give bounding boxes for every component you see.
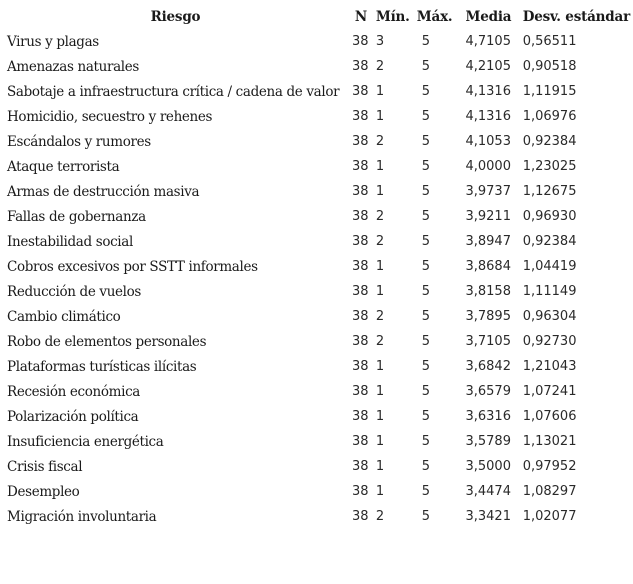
table-row [2, 229, 633, 254]
cell-min: 1 [375, 159, 385, 174]
cell-n: 38 [351, 509, 369, 524]
table-row [2, 254, 633, 279]
cell-max: 5 [421, 259, 431, 274]
risk-statistics-table [2, 4, 633, 529]
cell-n: 38 [351, 209, 369, 224]
cell-n: 38 [351, 384, 369, 399]
cell-riesgo: Crisis fiscal [7, 458, 83, 475]
cell-min: 1 [375, 434, 385, 449]
cell-n: 38 [351, 259, 369, 274]
cell-media: 4,7105 [465, 34, 511, 49]
cell-max: 5 [421, 59, 431, 74]
cell-desv: 0,90518 [522, 59, 577, 74]
cell-desv: 1,13021 [522, 434, 577, 449]
cell-desv: 0,56511 [522, 34, 577, 49]
cell-media: 3,8947 [465, 234, 511, 249]
cell-min: 1 [375, 259, 385, 274]
cell-n: 38 [351, 284, 369, 299]
cell-min: 1 [375, 484, 385, 499]
cell-desv: 1,08297 [522, 484, 577, 499]
cell-riesgo: Fallas de gobernanza [7, 208, 146, 225]
table-row [2, 204, 633, 229]
cell-media: 4,1316 [465, 109, 511, 124]
cell-riesgo: Cambio climático [7, 308, 121, 325]
header-min: Mín. [375, 8, 410, 25]
cell-max: 5 [421, 509, 431, 524]
cell-n: 38 [351, 309, 369, 324]
cell-media: 4,2105 [465, 59, 511, 74]
cell-desv: 1,02077 [522, 509, 577, 524]
cell-max: 5 [421, 309, 431, 324]
table-row [2, 279, 633, 304]
cell-max: 5 [421, 159, 431, 174]
cell-desv: 0,92730 [522, 334, 577, 349]
cell-desv: 1,23025 [522, 159, 577, 174]
cell-n: 38 [351, 234, 369, 249]
cell-n: 38 [351, 409, 369, 424]
table-row [2, 404, 633, 429]
table-row [2, 479, 633, 504]
cell-media: 3,7105 [465, 334, 511, 349]
cell-min: 2 [375, 134, 385, 149]
header-max: Máx. [416, 8, 453, 25]
cell-riesgo: Virus y plagas [7, 33, 99, 50]
cell-media: 4,1316 [465, 84, 511, 99]
cell-min: 1 [375, 184, 385, 199]
cell-max: 5 [421, 184, 431, 199]
cell-n: 38 [351, 459, 369, 474]
table-header [2, 4, 633, 29]
cell-media: 3,4474 [465, 484, 511, 499]
cell-max: 5 [421, 384, 431, 399]
table-row [2, 354, 633, 379]
cell-n: 38 [351, 334, 369, 349]
cell-n: 38 [351, 84, 369, 99]
cell-n: 38 [351, 484, 369, 499]
cell-media: 3,5000 [465, 459, 511, 474]
cell-max: 5 [421, 234, 431, 249]
cell-desv: 0,96304 [522, 309, 577, 324]
cell-max: 5 [421, 84, 431, 99]
cell-min: 1 [375, 84, 385, 99]
cell-min: 2 [375, 309, 385, 324]
header-row [2, 4, 633, 29]
cell-media: 3,9211 [465, 209, 511, 224]
cell-riesgo: Migración involuntaria [7, 508, 157, 525]
cell-max: 5 [421, 134, 431, 149]
cell-desv: 1,04419 [522, 259, 577, 274]
cell-media: 3,8684 [465, 259, 511, 274]
cell-desv: 1,06976 [522, 109, 577, 124]
table-row [2, 304, 633, 329]
cell-min: 1 [375, 284, 385, 299]
table-body [2, 29, 633, 529]
cell-riesgo: Insuficiencia energética [7, 433, 164, 450]
header-media: Media [465, 8, 512, 25]
cell-max: 5 [421, 284, 431, 299]
cell-desv: 1,07606 [522, 409, 577, 424]
cell-n: 38 [351, 109, 369, 124]
cell-desv: 0,96930 [522, 209, 577, 224]
cell-media: 3,9737 [465, 184, 511, 199]
cell-riesgo: Sabotaje a infraestructura crítica / cadena de valor [7, 83, 340, 100]
cell-riesgo: Cobros excesivos por SSTT informales [7, 258, 258, 275]
table-row [2, 504, 633, 529]
table-row [2, 129, 633, 154]
cell-max: 5 [421, 334, 431, 349]
cell-min: 2 [375, 59, 385, 74]
cell-n: 38 [351, 134, 369, 149]
cell-desv: 1,11915 [522, 84, 577, 99]
cell-max: 5 [421, 109, 431, 124]
cell-min: 1 [375, 359, 385, 374]
cell-n: 38 [351, 59, 369, 74]
cell-riesgo: Recesión económica [7, 383, 140, 400]
cell-max: 5 [421, 209, 431, 224]
cell-riesgo: Robo de elementos personales [7, 333, 207, 350]
cell-desv: 1,12675 [522, 184, 577, 199]
cell-n: 38 [351, 434, 369, 449]
table-row [2, 429, 633, 454]
cell-n: 38 [351, 159, 369, 174]
cell-min: 2 [375, 334, 385, 349]
header-n: N [354, 8, 367, 25]
cell-max: 5 [421, 459, 431, 474]
cell-media: 3,6579 [465, 384, 511, 399]
cell-riesgo: Ataque terrorista [7, 158, 120, 175]
cell-riesgo: Amenazas naturales [7, 58, 139, 75]
table-row [2, 79, 633, 104]
cell-media: 3,6842 [465, 359, 511, 374]
cell-riesgo: Polarización política [7, 408, 139, 425]
table-row [2, 379, 633, 404]
table-row [2, 54, 633, 79]
cell-desv: 0,92384 [522, 234, 577, 249]
cell-media: 3,5789 [465, 434, 511, 449]
cell-min: 2 [375, 234, 385, 249]
table-row [2, 154, 633, 179]
table-row [2, 104, 633, 129]
cell-min: 2 [375, 209, 385, 224]
cell-media: 3,3421 [465, 509, 511, 524]
cell-media: 3,8158 [465, 284, 511, 299]
table-row [2, 329, 633, 354]
table-row [2, 29, 633, 54]
cell-media: 4,0000 [465, 159, 511, 174]
cell-media: 3,6316 [465, 409, 511, 424]
cell-desv: 1,07241 [522, 384, 577, 399]
cell-riesgo: Reducción de vuelos [7, 283, 141, 300]
cell-riesgo: Homicidio, secuestro y rehenes [7, 108, 213, 125]
cell-n: 38 [351, 359, 369, 374]
cell-desv: 0,92384 [522, 134, 577, 149]
table-row [2, 454, 633, 479]
cell-min: 2 [375, 509, 385, 524]
cell-max: 5 [421, 34, 431, 49]
cell-max: 5 [421, 434, 431, 449]
header-riesgo: Riesgo [150, 8, 201, 25]
cell-riesgo: Desempleo [7, 483, 80, 500]
cell-desv: 1,11149 [522, 284, 577, 299]
cell-min: 1 [375, 109, 385, 124]
cell-riesgo: Plataformas turísticas ilícitas [7, 358, 197, 375]
cell-max: 5 [421, 359, 431, 374]
cell-desv: 1,21043 [522, 359, 577, 374]
cell-media: 4,1053 [465, 134, 511, 149]
header-desv: Desv. estándar [522, 8, 630, 25]
cell-min: 1 [375, 384, 385, 399]
cell-media: 3,7895 [465, 309, 511, 324]
cell-riesgo: Escándalos y rumores [7, 133, 151, 150]
cell-min: 3 [375, 34, 385, 49]
table-row [2, 179, 633, 204]
cell-desv: 0,97952 [522, 459, 577, 474]
cell-riesgo: Armas de destrucción masiva [7, 183, 200, 200]
cell-max: 5 [421, 484, 431, 499]
cell-n: 38 [351, 184, 369, 199]
cell-n: 38 [351, 34, 369, 49]
cell-max: 5 [421, 409, 431, 424]
cell-min: 1 [375, 459, 385, 474]
cell-riesgo: Inestabilidad social [7, 233, 133, 250]
cell-min: 1 [375, 409, 385, 424]
